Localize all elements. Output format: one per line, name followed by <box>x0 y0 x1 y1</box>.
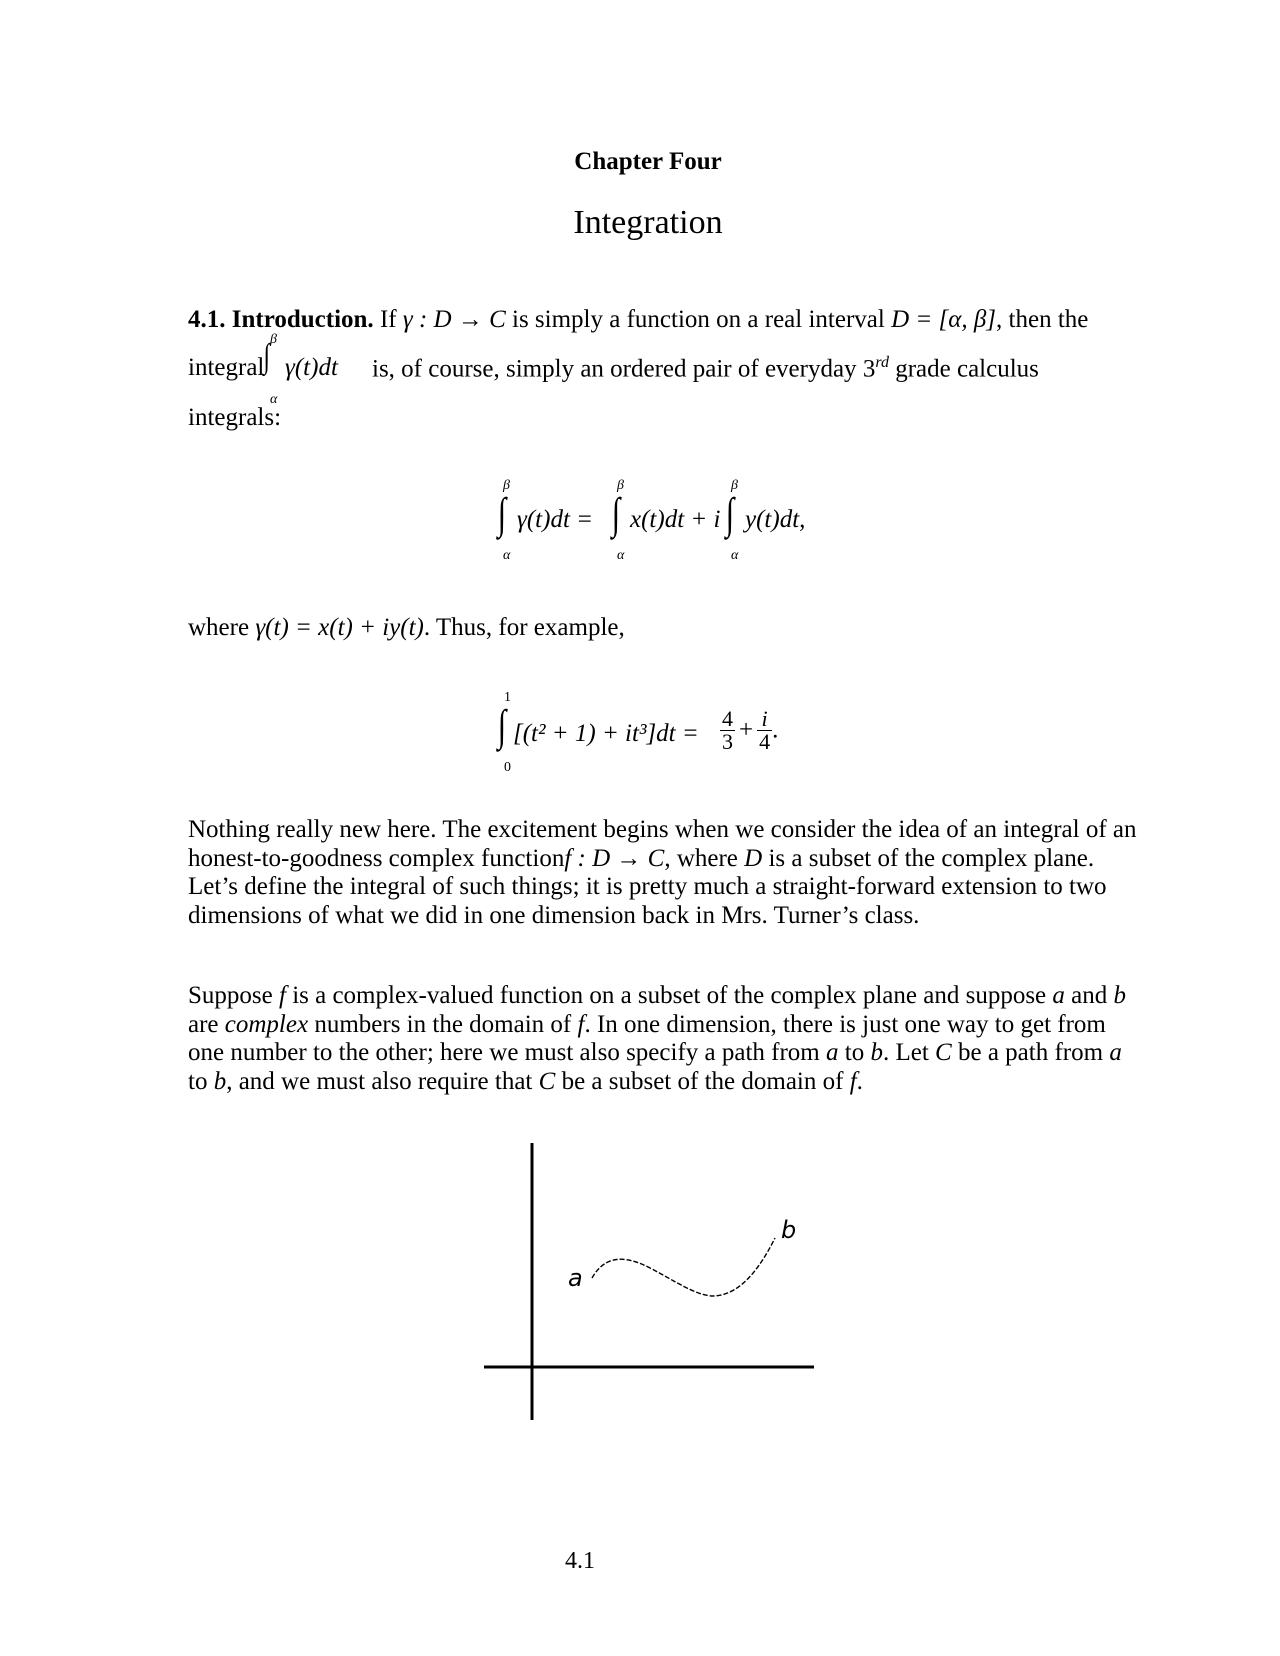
para2-t6: . In one dimension, there is just one way to get from one number to the other; here we must also specify a path from <box>188 1010 1106 1066</box>
eq1-lower-1: α <box>503 548 511 563</box>
para1-D: D <box>744 844 763 872</box>
where-rest: . Thus, for example, <box>423 614 625 641</box>
intro-then: , then the <box>996 306 1089 333</box>
grade-number: 3 <box>862 355 876 383</box>
para2-a2: a <box>826 1039 839 1066</box>
grade-superscript: rd <box>875 354 889 371</box>
integrals-word: integrals: <box>188 404 282 431</box>
para2-t7a: to <box>844 1039 865 1066</box>
para2-t1: Suppose <box>188 982 273 1009</box>
eq2-upper: 1 <box>504 690 511 705</box>
eq1-upper-1: β <box>503 478 510 493</box>
para2-a1: a <box>1052 982 1065 1009</box>
intro-simply: is simply a function on a real interval <box>512 306 885 333</box>
para2-f1: f <box>278 982 286 1009</box>
para2-b3: b <box>213 1067 227 1095</box>
eq2-plus: + <box>739 716 754 744</box>
integral-word: integral <box>188 354 265 381</box>
para1-map: f : D → C <box>564 844 665 872</box>
para2-t5: numbers in the domain of <box>314 1010 572 1038</box>
para2-t8: . Let <box>882 1039 929 1066</box>
para1-a: Nothing really new here. The excitement begins when we consider the idea of an integral of an honest-to-goodness complex function <box>188 816 1137 872</box>
inline-upper-limit: β <box>270 332 277 347</box>
para2-t11: be a subset of the domain of <box>561 1067 844 1095</box>
para2-a3: a <box>1109 1039 1122 1066</box>
eq1-upper-2: β <box>617 478 624 493</box>
intro-interval: D = [α, β] <box>891 306 997 333</box>
intro-of-course: is, of course, simply an ordered pair of everyday <box>372 355 857 383</box>
para2-t10: , and we must also require that <box>226 1067 533 1095</box>
para2-f2: f <box>577 1010 585 1038</box>
para2-t3: and <box>1071 982 1108 1009</box>
eq2-frac1-num: 4 <box>722 706 733 731</box>
figure-path-curve <box>592 1238 775 1296</box>
eq1-integral-2: ∫ <box>611 489 621 538</box>
eq2-frac2-num: i <box>757 708 772 731</box>
figure-label-a: a <box>568 1264 583 1292</box>
para2-complex: complex <box>224 1010 309 1038</box>
para2-t12: . <box>856 1067 863 1095</box>
para2-b1: b <box>1113 982 1127 1009</box>
eq2-body: [(t² + 1) + it³]dt = <box>513 720 699 747</box>
para2-f3: f <box>849 1067 857 1095</box>
eq2-frac2-den: 4 <box>759 729 771 754</box>
eq2-integral: ∫ <box>497 701 507 750</box>
eq1-mid: x(t)dt + i <box>630 506 721 533</box>
para2-t9: be a path from <box>957 1039 1104 1066</box>
grade-rest: grade calculus <box>895 355 1039 383</box>
eq2-dot: . <box>772 716 779 744</box>
page-number: 4.1 <box>565 1548 595 1574</box>
eq1-lower-3: α <box>731 548 739 563</box>
para2-t2: is a complex-valued function on a subset of the complex plane and suppose <box>292 982 1047 1009</box>
para2-t7b: to <box>188 1067 208 1095</box>
eq2-lower: 0 <box>504 760 511 775</box>
para1-b: , where <box>664 844 738 872</box>
para2-b2: b <box>870 1039 883 1066</box>
para2-C1: C <box>935 1039 952 1066</box>
eq1-upper-3: β <box>731 478 738 493</box>
where-expr: γ(t) = x(t) + iy(t) <box>255 614 424 641</box>
para2-t4: are <box>188 1010 219 1038</box>
chapter-label: Chapter Four <box>574 148 722 175</box>
where-word: where <box>188 614 250 641</box>
inline-integrand: γ(t)dt <box>285 354 338 381</box>
eq1-lhs: γ(t)dt = <box>517 506 594 533</box>
eq1-lower-2: α <box>617 548 625 563</box>
intro-if: If <box>379 306 397 333</box>
eq1-integral-3: ∫ <box>725 489 735 538</box>
section-heading: 4.1. Introduction. <box>188 306 374 333</box>
inline-integral-sign: ∫ <box>263 338 270 375</box>
intro-map: γ : D → C <box>402 306 506 333</box>
eq1-rhs: y(t)dt, <box>745 506 806 533</box>
para1-c: is a subset of the complex plane. Let’s define the integral of such things; it is pretty much a straight-forward extension to two dimensions of what we did in one dimension back in Mrs. Turner’s class. <box>188 844 1107 929</box>
figure-label-b: b <box>781 1216 797 1244</box>
chapter-title: Integration <box>573 204 723 241</box>
eq1-integral-1: ∫ <box>497 489 507 538</box>
inline-lower-limit: α <box>270 392 278 407</box>
eq2-frac1-den: 3 <box>722 729 733 754</box>
para2-C2: C <box>538 1067 556 1095</box>
